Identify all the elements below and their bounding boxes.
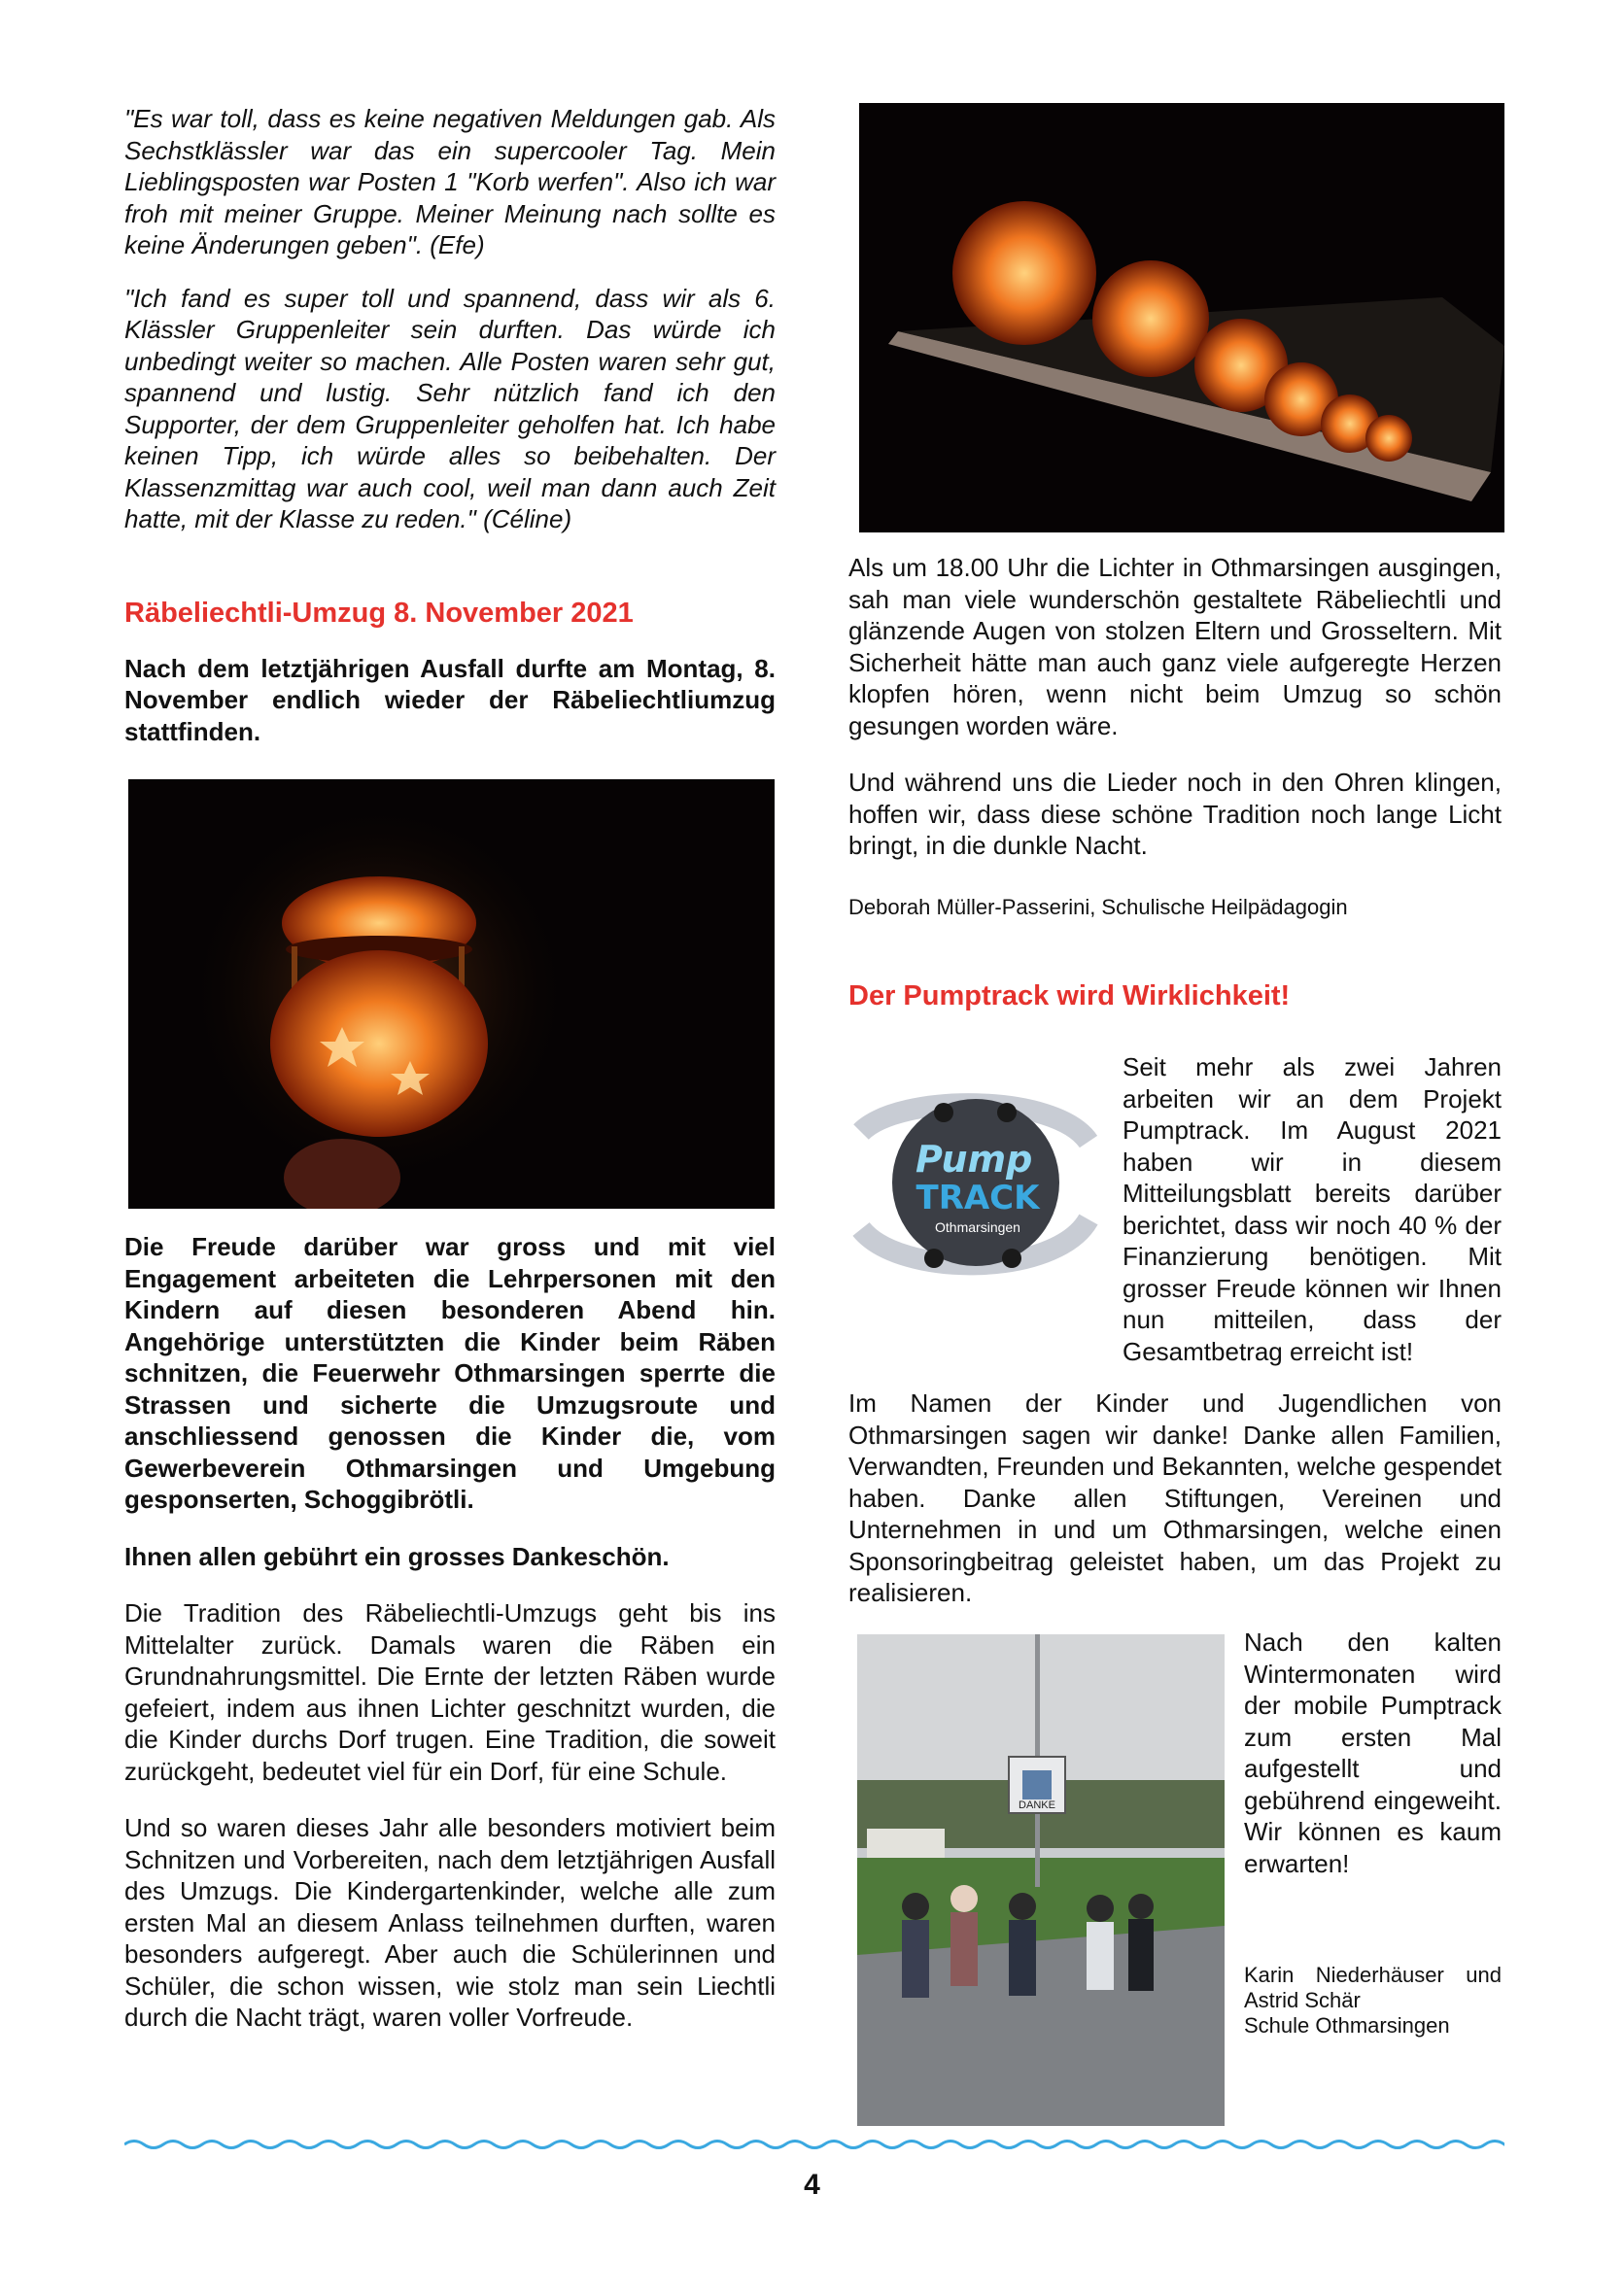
page-number: 4	[804, 2169, 820, 2201]
quote-celine: "Ich fand es super toll und spannend, dass wir als 6. Klässler Gruppenleiter sein durften. Das würde ich unbedingt weiter so machen. Alle Posten waren sehr gut, spannend und lustig. Sehr nützlich fand ich den Supporter, der dem Gruppenleiter geholfen hat. Ich habe keinen Tipp, ich würde alles so beibehalten. Der Klassenzmittag war auch cool, weil man dann auch Zeit hatte, mit der Klasse zu reden." (Céline)	[124, 283, 776, 533]
pumptrack-logo-word1: Pump	[916, 1138, 1033, 1181]
paragraph-winter: Nach den kalten Wintermonaten wird der mobile Pumptrack zum ersten Mal aufgestellt und gebührend eingeweiht. Wir können es kaum erwarten!	[1244, 1628, 1502, 1878]
lantern-row-illustration	[859, 103, 1504, 532]
paragraph-project: Seit mehr als zwei Jahren arbeiten wir an dem Projekt Pumptrack. Im August 2021 haben wir in diesem Mitteilungsblatt bereits darüber berichtet, dass wir noch 40 % der Finanzierung benötigen. Mit grosser Freude können wir Ihnen nun mitteilen, dass der Gesamtbetrag erreicht ist!	[1123, 1052, 1502, 1366]
pumptrack-logo-word2: TRACK	[916, 1179, 1040, 1217]
group-photo	[857, 1634, 1225, 2126]
thanks-line: Ihnen allen gebührt ein grosses Dankeschön.	[124, 1541, 670, 1571]
right-project-text	[1123, 1051, 1502, 1367]
paragraph-thanks-sponsors: Im Namen der Kinder und Jugendlichen von Othmarsingen sagen wir danke! Danke allen Familien, Verwandten, Freunden und Bekannten, welche gespendet haben. Danke allen Stiftungen, Vereinen und Unternehmen in und um Othmarsingen, welche einen Sponsoringbeitrag geleistet haben, um das Projekt zu realisieren.	[848, 1388, 1502, 1607]
lantern-row-photo	[859, 103, 1504, 532]
intro-paragraph: Nach dem letztjährigen Ausfall durfte am Montag, 8. November endlich wieder der Räbeliechtliumzug stattfinden.	[124, 653, 776, 746]
pumptrack-logo-sub: Othmarsingen	[935, 1219, 1020, 1235]
right-winter-text	[1244, 1627, 1502, 2039]
author2-line2: Astrid Schär	[1244, 1988, 1361, 2012]
sign-text: DANKE	[1019, 1799, 1055, 1811]
author-deborah: Deborah Müller-Passerini, Schulische Heilpädagogin	[848, 894, 1348, 919]
paragraph-tradition: Die Tradition des Räbeliechtli-Umzugs geht bis ins Mittelalter zurück. Damals waren die Räben ein Grundnahrungsmittel. Die Ernte der letzten Räben wurde gefeiert, indem aus ihnen Lichter geschnitzt wurden, die die Kinder durchs Dorf trugen. Eine Tradition, die soweit zurückgeht, bedeutet viel für ein Dorf, für eine Schule.	[124, 1598, 776, 1786]
group-photo-illustration	[857, 1634, 1225, 2126]
bold-paragraph-engagement: Die Freude darüber war gross und mit viel Engagement arbeiteten die Lehrpersonen mit den Kindern auf diesen besonderen Abend hin. Angehörige unterstützten die Kinder beim Räben schnitzen, die Feuerwehr Othmarsingen sperrte die Strassen und sicherte die Umzugsroute und anschliessend genossen die Kinder die, vom Gewerbeverein Othmarsingen und Umgebung gesponserten, Schoggibrötli.	[124, 1232, 776, 1514]
pumptrack-logo	[851, 1074, 1098, 1287]
heading-pumptrack: Der Pumptrack wird Wirklichkeit!	[848, 979, 1291, 1011]
right-thanks-text	[848, 1388, 1502, 1609]
left-column-lower	[124, 1231, 776, 2034]
quote-efe: "Es war toll, dass es keine negativen Meldungen gab. Als Sechstklässler war das ein supercooler Tag. Mein Lieblingsposten war Posten 1 "Korb werfen". Also ich war froh mit meiner Gruppe. Meiner Meinung nach sollte es keine Änderungen geben". (Efe)	[124, 104, 776, 259]
paragraph-motivated: Und so waren dieses Jahr alle besonders motiviert beim Schnitzen und Vorbereiten, nach dem letztjährigen Ausfall des Umzugs. Die Kindergartenkinder, welche alle zum ersten Mal an diesem Anlass teilnehmen durften, waren besonders aufgeregt. Aber auch die Schülerinnen und Schüler, die schon wissen, wie stolz man sein Liechtli durch die Nacht trägt, waren voller Vorfreude.	[124, 1813, 776, 2032]
right-column	[848, 552, 1502, 1012]
lantern-photo	[128, 779, 775, 1209]
author2-line1: Karin Niederhäuser und	[1244, 1963, 1502, 1987]
lantern-illustration	[128, 779, 775, 1209]
author-karin-astrid	[1244, 1963, 1502, 2039]
author2-line3: Schule Othmarsingen	[1244, 2013, 1450, 2038]
paragraph-lights: Als um 18.00 Uhr die Lichter in Othmarsingen ausgingen, sah man viele wunderschön gestaltete Räbeliechtli und glänzende Augen von stolzen Eltern und Grosseltern. Mit Sicherheit hätte man auch ganz viele aufgeregte Herzen klopfen hören, wenn nicht beim Umzug so schön gesungen worden wäre.	[848, 553, 1502, 740]
paragraph-songs: Und während uns die Lieder noch in den Ohren klingen, hoffen wir, dass diese schöne Tradition noch lange Licht bringt, in die dunkle Nacht.	[848, 768, 1502, 860]
wave-line	[124, 2138, 1504, 2151]
footer-wave	[124, 2138, 1504, 2151]
heading-raebeliechtli: Räbeliechtli-Umzug 8. November 2021	[124, 597, 634, 629]
left-column	[124, 103, 776, 747]
